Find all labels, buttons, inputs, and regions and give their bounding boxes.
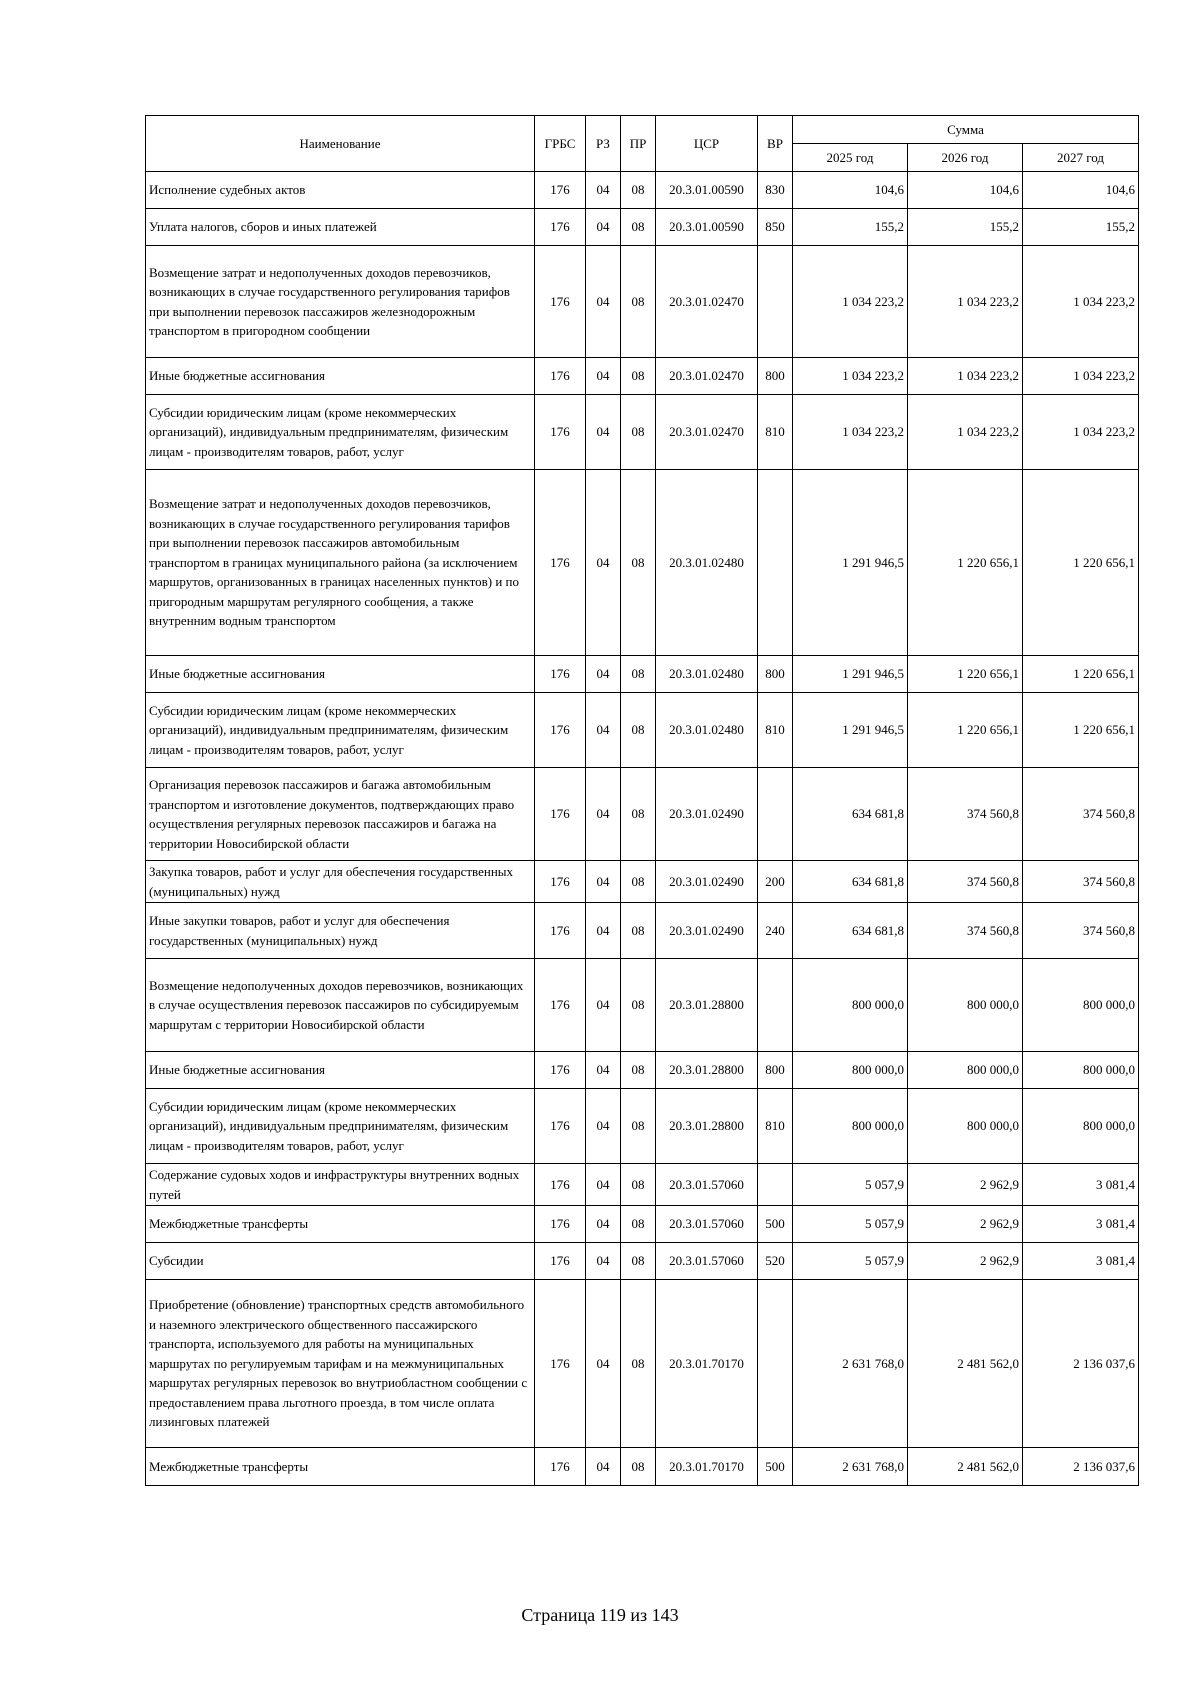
table-row — [146, 1164, 1139, 1206]
cell-2027: 1 034 223,2 — [1023, 395, 1139, 470]
cell-2025: 155,2 — [793, 209, 908, 246]
cell-pr: 08 — [621, 358, 656, 395]
cell-vr: 850 — [758, 209, 793, 246]
cell-grbs: 176 — [535, 861, 586, 903]
cell-name: Иные бюджетные ассигнования — [146, 358, 535, 395]
table-row — [146, 656, 1139, 693]
cell-rz: 04 — [586, 1243, 621, 1280]
cell-rz: 04 — [586, 1448, 621, 1486]
header-csr: ЦСР — [656, 116, 758, 172]
header-vr: ВР — [758, 116, 793, 172]
table-row — [146, 693, 1139, 768]
cell-2025: 800 000,0 — [793, 1089, 908, 1164]
cell-2025: 1 034 223,2 — [793, 246, 908, 358]
cell-csr: 20.3.01.70170 — [656, 1280, 758, 1448]
cell-vr: 500 — [758, 1448, 793, 1486]
table-row — [146, 209, 1139, 246]
cell-2025: 104,6 — [793, 172, 908, 209]
cell-2027: 1 034 223,2 — [1023, 246, 1139, 358]
cell-2025: 1 034 223,2 — [793, 395, 908, 470]
cell-2026: 155,2 — [908, 209, 1023, 246]
cell-name: Субсидии — [146, 1243, 535, 1280]
cell-2027: 1 220 656,1 — [1023, 656, 1139, 693]
cell-vr: 810 — [758, 1089, 793, 1164]
cell-csr: 20.3.01.02490 — [656, 903, 758, 959]
cell-rz: 04 — [586, 959, 621, 1052]
cell-vr: 810 — [758, 693, 793, 768]
cell-pr: 08 — [621, 1052, 656, 1089]
cell-2026: 1 034 223,2 — [908, 395, 1023, 470]
cell-2027: 374 560,8 — [1023, 768, 1139, 861]
cell-pr: 08 — [621, 395, 656, 470]
cell-vr: 240 — [758, 903, 793, 959]
cell-grbs: 176 — [535, 209, 586, 246]
cell-2027: 3 081,4 — [1023, 1206, 1139, 1243]
cell-grbs: 176 — [535, 1164, 586, 1206]
table-row — [146, 1448, 1139, 1486]
cell-2026: 800 000,0 — [908, 1089, 1023, 1164]
cell-csr: 20.3.01.02480 — [656, 656, 758, 693]
cell-vr — [758, 1280, 793, 1448]
cell-rz: 04 — [586, 172, 621, 209]
cell-rz: 04 — [586, 1164, 621, 1206]
cell-2027: 2 136 037,6 — [1023, 1280, 1139, 1448]
cell-grbs: 176 — [535, 1089, 586, 1164]
cell-pr: 08 — [621, 656, 656, 693]
cell-2025: 1 291 946,5 — [793, 693, 908, 768]
header-year-2026: 2026 год — [908, 144, 1023, 172]
table-row — [146, 959, 1139, 1052]
cell-rz: 04 — [586, 1052, 621, 1089]
cell-csr: 20.3.01.57060 — [656, 1206, 758, 1243]
cell-2025: 1 291 946,5 — [793, 470, 908, 656]
cell-pr: 08 — [621, 1089, 656, 1164]
cell-pr: 08 — [621, 1164, 656, 1206]
cell-2026: 2 481 562,0 — [908, 1280, 1023, 1448]
cell-vr: 200 — [758, 861, 793, 903]
table-row — [146, 768, 1139, 861]
cell-2027: 374 560,8 — [1023, 861, 1139, 903]
cell-grbs: 176 — [535, 470, 586, 656]
table-row — [146, 246, 1139, 358]
cell-2025: 1 291 946,5 — [793, 656, 908, 693]
cell-rz: 04 — [586, 693, 621, 768]
cell-rz: 04 — [586, 656, 621, 693]
cell-name: Субсидии юридическим лицам (кроме некоммерческих организаций), индивидуальным предпринимателям, физическим лицам - производителям товаров, работ, услуг — [146, 1089, 535, 1164]
cell-2025: 1 034 223,2 — [793, 358, 908, 395]
cell-vr — [758, 768, 793, 861]
cell-pr: 08 — [621, 1280, 656, 1448]
cell-grbs: 176 — [535, 172, 586, 209]
cell-grbs: 176 — [535, 1448, 586, 1486]
cell-rz: 04 — [586, 395, 621, 470]
cell-csr: 20.3.01.28800 — [656, 1089, 758, 1164]
cell-pr: 08 — [621, 1243, 656, 1280]
cell-2025: 800 000,0 — [793, 1052, 908, 1089]
cell-vr: 520 — [758, 1243, 793, 1280]
cell-2026: 1 220 656,1 — [908, 693, 1023, 768]
cell-name: Иные бюджетные ассигнования — [146, 656, 535, 693]
cell-grbs: 176 — [535, 358, 586, 395]
cell-vr: 810 — [758, 395, 793, 470]
cell-vr: 800 — [758, 358, 793, 395]
budget-table — [145, 115, 1139, 1486]
cell-2025: 5 057,9 — [793, 1243, 908, 1280]
cell-2027: 2 136 037,6 — [1023, 1448, 1139, 1486]
cell-name: Приобретение (обновление) транспортных средств автомобильного и наземного электрического общественного пассажирского транспорта, используемого для работы на муниципальных маршрутах по регулируемым тарифам и на межмуниципальных маршрутах регулярных перевозок во внутриобластном сообщении с предоставлением права льготного проезда, в том числе оплата лизинговых платежей — [146, 1280, 535, 1448]
cell-pr: 08 — [621, 768, 656, 861]
cell-grbs: 176 — [535, 693, 586, 768]
page-number: Страница 119 из 143 — [521, 1605, 679, 1625]
cell-name: Иные бюджетные ассигнования — [146, 1052, 535, 1089]
cell-name: Возмещение недополученных доходов перевозчиков, возникающих в случае осуществления перевозок пассажиров по субсидируемым маршрутам с территории Новосибирской области — [146, 959, 535, 1052]
cell-csr: 20.3.01.28800 — [656, 1052, 758, 1089]
cell-grbs: 176 — [535, 959, 586, 1052]
cell-vr — [758, 1164, 793, 1206]
cell-name: Уплата налогов, сборов и иных платежей — [146, 209, 535, 246]
cell-vr: 500 — [758, 1206, 793, 1243]
cell-rz: 04 — [586, 1206, 621, 1243]
cell-name: Возмещение затрат и недополученных доходов перевозчиков, возникающих в случае государственного регулирования тарифов при выполнении перевозок пассажиров автомобильным транспортом в границах муниципального района (за исключением маршрутов, организованных в границах населенных пунктов) и по пригородным маршрутам регулярного сообщения, а также внутренним водным транспортом — [146, 470, 535, 656]
cell-csr: 20.3.01.02490 — [656, 768, 758, 861]
table-row — [146, 1243, 1139, 1280]
cell-rz: 04 — [586, 470, 621, 656]
table-row — [146, 1089, 1139, 1164]
cell-2026: 104,6 — [908, 172, 1023, 209]
cell-2025: 2 631 768,0 — [793, 1280, 908, 1448]
table-row — [146, 861, 1139, 903]
cell-pr: 08 — [621, 1206, 656, 1243]
cell-2027: 3 081,4 — [1023, 1243, 1139, 1280]
cell-2027: 155,2 — [1023, 209, 1139, 246]
cell-2026: 374 560,8 — [908, 861, 1023, 903]
cell-rz: 04 — [586, 903, 621, 959]
table-row — [146, 470, 1139, 656]
cell-csr: 20.3.01.70170 — [656, 1448, 758, 1486]
cell-2026: 1 220 656,1 — [908, 656, 1023, 693]
cell-csr: 20.3.01.00590 — [656, 172, 758, 209]
cell-2026: 2 962,9 — [908, 1243, 1023, 1280]
header-pr: ПР — [621, 116, 656, 172]
cell-grbs: 176 — [535, 1243, 586, 1280]
cell-2026: 2 481 562,0 — [908, 1448, 1023, 1486]
cell-2026: 2 962,9 — [908, 1164, 1023, 1206]
cell-2027: 1 220 656,1 — [1023, 693, 1139, 768]
cell-csr: 20.3.01.02470 — [656, 358, 758, 395]
cell-csr: 20.3.01.02470 — [656, 246, 758, 358]
cell-rz: 04 — [586, 768, 621, 861]
cell-pr: 08 — [621, 959, 656, 1052]
header-rz: РЗ — [586, 116, 621, 172]
cell-2027: 1 220 656,1 — [1023, 470, 1139, 656]
cell-csr: 20.3.01.02480 — [656, 693, 758, 768]
cell-name: Субсидии юридическим лицам (кроме некоммерческих организаций), индивидуальным предпринимателям, физическим лицам - производителям товаров, работ, услуг — [146, 395, 535, 470]
cell-pr: 08 — [621, 861, 656, 903]
cell-rz: 04 — [586, 358, 621, 395]
cell-name: Межбюджетные трансферты — [146, 1206, 535, 1243]
cell-rz: 04 — [586, 246, 621, 358]
cell-2027: 104,6 — [1023, 172, 1139, 209]
cell-name: Возмещение затрат и недополученных доходов перевозчиков, возникающих в случае государственного регулирования тарифов при выполнении перевозок пассажиров железнодорожным транспортом в пригородном сообщении — [146, 246, 535, 358]
header-year-2027: 2027 год — [1023, 144, 1139, 172]
cell-2025: 634 681,8 — [793, 768, 908, 861]
table-row — [146, 1280, 1139, 1448]
cell-pr: 08 — [621, 693, 656, 768]
cell-csr: 20.3.01.57060 — [656, 1243, 758, 1280]
cell-2027: 3 081,4 — [1023, 1164, 1139, 1206]
cell-rz: 04 — [586, 209, 621, 246]
cell-rz: 04 — [586, 1089, 621, 1164]
cell-pr: 08 — [621, 209, 656, 246]
cell-grbs: 176 — [535, 246, 586, 358]
cell-csr: 20.3.01.28800 — [656, 959, 758, 1052]
header-year-2025: 2025 год — [793, 144, 908, 172]
cell-csr: 20.3.01.02490 — [656, 861, 758, 903]
cell-name: Содержание судовых ходов и инфраструктуры внутренних водных путей — [146, 1164, 535, 1206]
cell-2027: 800 000,0 — [1023, 1089, 1139, 1164]
cell-2026: 2 962,9 — [908, 1206, 1023, 1243]
cell-2025: 634 681,8 — [793, 903, 908, 959]
cell-rz: 04 — [586, 861, 621, 903]
cell-grbs: 176 — [535, 1280, 586, 1448]
cell-2026: 1 034 223,2 — [908, 246, 1023, 358]
cell-2026: 800 000,0 — [908, 1052, 1023, 1089]
table-row — [146, 1052, 1139, 1089]
table-row — [146, 903, 1139, 959]
cell-2026: 800 000,0 — [908, 959, 1023, 1052]
cell-grbs: 176 — [535, 903, 586, 959]
cell-name: Межбюджетные трансферты — [146, 1448, 535, 1486]
cell-2025: 5 057,9 — [793, 1206, 908, 1243]
cell-vr: 800 — [758, 656, 793, 693]
header-name: Наименование — [146, 116, 535, 172]
cell-name: Организация перевозок пассажиров и багажа автомобильным транспортом и изготовление документов, подтверждающих право осуществления регулярных перевозок пассажиров и багажа на территории Новосибирской области — [146, 768, 535, 861]
cell-pr: 08 — [621, 172, 656, 209]
cell-pr: 08 — [621, 1448, 656, 1486]
table-row — [146, 358, 1139, 395]
cell-name: Иные закупки товаров, работ и услуг для обеспечения государственных (муниципальных) нужд — [146, 903, 535, 959]
cell-grbs: 176 — [535, 768, 586, 861]
cell-2026: 374 560,8 — [908, 903, 1023, 959]
cell-2026: 374 560,8 — [908, 768, 1023, 861]
cell-csr: 20.3.01.02470 — [656, 395, 758, 470]
cell-vr — [758, 470, 793, 656]
table-row — [146, 172, 1139, 209]
cell-csr: 20.3.01.02480 — [656, 470, 758, 656]
cell-2027: 1 034 223,2 — [1023, 358, 1139, 395]
header-sum: Сумма — [793, 116, 1139, 144]
cell-2026: 1 034 223,2 — [908, 358, 1023, 395]
cell-pr: 08 — [621, 903, 656, 959]
cell-2025: 2 631 768,0 — [793, 1448, 908, 1486]
header-grbs: ГРБС — [535, 116, 586, 172]
cell-vr: 830 — [758, 172, 793, 209]
cell-grbs: 176 — [535, 656, 586, 693]
cell-2025: 5 057,9 — [793, 1164, 908, 1206]
cell-name: Закупка товаров, работ и услуг для обеспечения государственных (муниципальных) нужд — [146, 861, 535, 903]
cell-2025: 800 000,0 — [793, 959, 908, 1052]
cell-2026: 1 220 656,1 — [908, 470, 1023, 656]
cell-grbs: 176 — [535, 1206, 586, 1243]
cell-pr: 08 — [621, 470, 656, 656]
cell-vr: 800 — [758, 1052, 793, 1089]
cell-csr: 20.3.01.00590 — [656, 209, 758, 246]
cell-2027: 800 000,0 — [1023, 1052, 1139, 1089]
cell-name: Исполнение судебных актов — [146, 172, 535, 209]
cell-2027: 800 000,0 — [1023, 959, 1139, 1052]
cell-pr: 08 — [621, 246, 656, 358]
cell-vr — [758, 959, 793, 1052]
cell-name: Субсидии юридическим лицам (кроме некоммерческих организаций), индивидуальным предпринимателям, физическим лицам - производителям товаров, работ, услуг — [146, 693, 535, 768]
table-row — [146, 395, 1139, 470]
cell-2025: 634 681,8 — [793, 861, 908, 903]
cell-rz: 04 — [586, 1280, 621, 1448]
cell-2027: 374 560,8 — [1023, 903, 1139, 959]
table-row — [146, 1206, 1139, 1243]
cell-vr — [758, 246, 793, 358]
cell-grbs: 176 — [535, 1052, 586, 1089]
cell-csr: 20.3.01.57060 — [656, 1164, 758, 1206]
table-body — [146, 172, 1139, 1486]
cell-grbs: 176 — [535, 395, 586, 470]
